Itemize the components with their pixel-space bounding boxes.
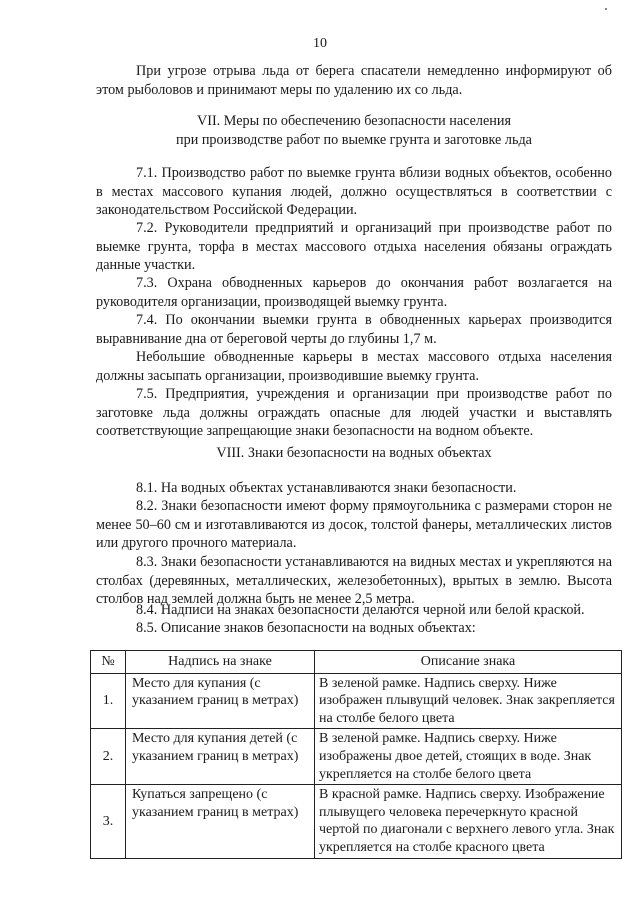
paragraph-8-4: 8.4. Надписи на знаках безопасности делаются черной или белой краской.: [136, 602, 585, 618]
sign-description: В зеленой рамке. Надпись сверху. Ниже изображен плывущий человек. Знак закрепляется на столбе белого цвета: [315, 673, 622, 729]
row-number: 1.: [91, 673, 126, 729]
table-row: [91, 729, 622, 785]
section-7-title-line-2: при производстве работ по выемке грунта и заготовке льда: [176, 132, 532, 148]
safety-signs-table: [90, 650, 622, 859]
paragraph-7-1: 7.1. Производство работ по выемке грунта вблизи водных объектов, особенно в местах массового купания людей, должно осуществляться в соответствии с законодательством Российской Федерации.: [96, 165, 612, 219]
paragraph-8-2: 8.2. Знаки безопасности имеют форму прямоугольника с размерами сторон не менее 50–60 см и изготавливаются из досок, толстой фанеры, металлических листов или другого прочного материала.: [96, 498, 612, 552]
paragraph-7-4-note: Небольшие обводненные карьеры в местах массового отдыха населения должны засыпать организации, производившие выемку грунта.: [96, 349, 612, 384]
paragraph-8-5: 8.5. Описание знаков безопасности на водных объектах:: [136, 620, 476, 636]
section-8-title: VIII. Знаки безопасности на водных объектах: [216, 445, 492, 461]
paragraph-8-3: 8.3. Знаки безопасности устанавливаются на видных местах и укрепляются на столбах (деревянных, металлических, железобетонных), врытых в землю. Высота столбов над землей должна быть не менее 2,5 метра.: [96, 554, 612, 608]
header-sign-description: Описание знака: [315, 651, 622, 674]
sign-description: В зеленой рамке. Надпись сверху. Ниже изображены двое детей, стоящих в воде. Знак укрепляется на столбе белого цвета: [315, 729, 622, 785]
sign-text: Купаться запрещено (с указанием границ в метрах): [126, 785, 315, 858]
table-row: [91, 785, 622, 858]
paragraph-7-4: 7.4. По окончании выемки грунта в обводненных карьерах производится выравнивание дна от береговой черты до глубины 1,7 м.: [96, 312, 612, 347]
sign-description: В красной рамке. Надпись сверху. Изображение плывущего человека перечеркнуто красной чертой по диагонали с верхнего левого угла. Знак укрепляется на столбе красного цвета: [315, 785, 622, 858]
section-7-title-line-1: VII. Меры по обеспечению безопасности населения: [196, 113, 512, 129]
header-sign-text: Надпись на знаке: [126, 651, 315, 674]
sign-text: Место для купания детей (с указанием границ в метрах): [126, 729, 315, 785]
intro-paragraph: При угрозе отрыва льда от берега спасатели немедленно информируют об этом рыболовов и принимают меры по удалению их со льда.: [96, 63, 612, 98]
header-number: №: [91, 651, 126, 674]
paragraph-7-5: 7.5. Предприятия, учреждения и организации при производстве работ по заготовке льда должны ограждать опасные для людей участки и выставлять соответствующие запрещающие знаки безопасности на водном объекте.: [96, 386, 612, 440]
sign-text: Место для купания (с указанием границ в метрах): [126, 673, 315, 729]
scan-speck: [605, 8, 607, 10]
paragraph-7-2: 7.2. Руководители предприятий и организаций при производстве работ по выемке грунта, торфа в местах массового отдыха населения обязаны ограждать данные участки.: [96, 220, 612, 274]
table-header-row: [91, 651, 622, 674]
row-number: 3.: [91, 785, 126, 858]
paragraph-8-1: 8.1. На водных объектах устанавливаются знаки безопасности.: [136, 480, 517, 496]
page-number: 10: [313, 36, 327, 51]
row-number: 2.: [91, 729, 126, 785]
table-row: [91, 673, 622, 729]
paragraph-7-3: 7.3. Охрана обводненных карьеров до окончания работ возлагается на руководителя организации, производящей выемку грунта.: [96, 275, 612, 310]
